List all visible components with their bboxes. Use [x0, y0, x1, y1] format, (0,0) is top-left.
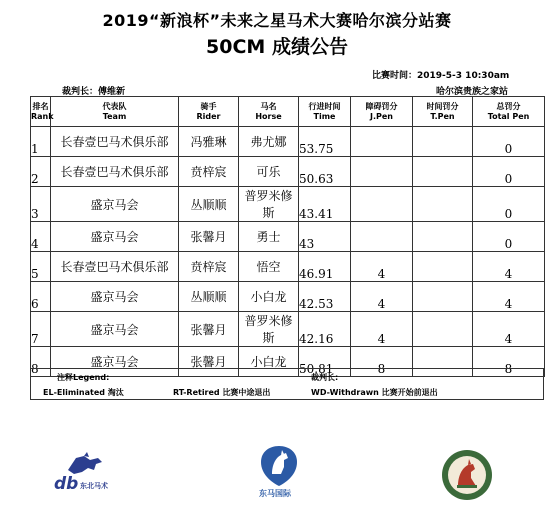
table-row	[31, 282, 545, 312]
knight-emblem-icon	[440, 448, 494, 502]
cell-tpen	[413, 312, 473, 347]
cell-rank: 8	[31, 347, 51, 377]
cell-team: 长春壹巴马术俱乐部	[51, 157, 179, 187]
cell-rider: 丛顺顺	[179, 187, 239, 222]
cell-time: 46.91	[299, 252, 351, 282]
judge-name: 裁判长：傅维新	[62, 87, 126, 97]
cell-horse: 小白龙	[239, 347, 299, 377]
cell-rider: 贲梓宸	[179, 157, 239, 187]
column-header-jpen: 障碍罚分 J.Pen	[351, 97, 413, 127]
cell-jpen: 4	[351, 252, 413, 282]
cell-rank: 4	[31, 222, 51, 252]
cell-rider: 张馨月	[179, 312, 239, 347]
cell-tpen	[413, 187, 473, 222]
cell-jpen	[351, 187, 413, 222]
sponsor-logo-left	[54, 452, 118, 496]
cell-rank: 1	[31, 127, 51, 157]
cell-total: 0	[473, 157, 545, 187]
cell-time: 50.81	[299, 347, 351, 377]
cell-total: 0	[473, 222, 545, 252]
legend-retired: RT-Retired 比赛中途退出	[173, 388, 271, 397]
cell-rank: 3	[31, 187, 51, 222]
cell-time: 43.41	[299, 187, 351, 222]
cell-horse: 普罗米修斯	[239, 187, 299, 222]
cell-tpen	[413, 127, 473, 157]
cell-team: 盛京马会	[51, 222, 179, 252]
table-row	[31, 252, 545, 282]
legend-box	[30, 368, 544, 400]
column-header-tpen: 时间罚分 T.Pen	[413, 97, 473, 127]
match-time: 比赛时间：2019-5-3 10:30am	[372, 71, 510, 81]
cell-rank: 7	[31, 312, 51, 347]
page-title: 2019“新浪杯”未来之星马术大赛哈尔滨分站赛	[102, 11, 452, 30]
cell-time: 50.63	[299, 157, 351, 187]
cell-team: 盛京马会	[51, 187, 179, 222]
cell-rider: 张馨月	[179, 222, 239, 252]
horse-shield-icon	[255, 444, 303, 488]
column-header-time: 行进时间 Time	[299, 97, 351, 127]
sponsor-logo-center	[255, 444, 303, 502]
table-row	[31, 157, 545, 187]
cell-rank: 6	[31, 282, 51, 312]
table-row	[31, 222, 545, 252]
cell-horse: 可乐	[239, 157, 299, 187]
cell-horse: 小白龙	[239, 282, 299, 312]
cell-team: 长春壹巴马术俱乐部	[51, 127, 179, 157]
center-logo-caption: 东马国际	[259, 489, 291, 498]
cell-rider: 丛顺顺	[179, 282, 239, 312]
legend-judge-label: 裁判长:	[311, 373, 339, 382]
cell-rider: 张馨月	[179, 347, 239, 377]
column-header-horse: 马名 Horse	[239, 97, 299, 127]
cell-time: 42.53	[299, 282, 351, 312]
cell-rank: 2	[31, 157, 51, 187]
cell-rank: 5	[31, 252, 51, 282]
cell-tpen	[413, 157, 473, 187]
cell-team: 盛京马会	[51, 347, 179, 377]
cell-time: 42.16	[299, 312, 351, 347]
cell-jpen: 4	[351, 312, 413, 347]
cell-total: 0	[473, 127, 545, 157]
cell-time: 43	[299, 222, 351, 252]
table-row	[31, 312, 545, 347]
results-table	[30, 96, 545, 377]
cell-rider: 冯雅琳	[179, 127, 239, 157]
cell-horse: 悟空	[239, 252, 299, 282]
sponsor-logo-right	[440, 448, 494, 502]
cell-horse: 勇士	[239, 222, 299, 252]
cell-team: 盛京马会	[51, 312, 179, 347]
cell-time: 53.75	[299, 127, 351, 157]
cell-horse: 普罗米修斯	[239, 312, 299, 347]
legend-withdrawn: WD-Withdrawn 比赛开始前退出	[311, 388, 438, 397]
cell-jpen	[351, 157, 413, 187]
cell-total: 4	[473, 252, 545, 282]
cell-tpen	[413, 252, 473, 282]
cell-team: 长春壹巴马术俱乐部	[51, 252, 179, 282]
column-header-team: 代表队 Team	[51, 97, 179, 127]
legend-note-label: 注释Legend:	[57, 373, 110, 382]
cell-jpen	[351, 127, 413, 157]
cell-total: 4	[473, 312, 545, 347]
page-subtitle: 50CM 成绩公告	[206, 36, 348, 58]
legend-eliminated: EL-Eliminated 淘汰	[43, 388, 124, 397]
cell-jpen: 4	[351, 282, 413, 312]
cell-jpen	[351, 222, 413, 252]
left-logo-letters: db	[54, 474, 79, 494]
cell-jpen: 8	[351, 347, 413, 377]
venue-name: 哈尔滨贵族之家站	[436, 87, 509, 97]
cell-tpen	[413, 282, 473, 312]
table-header	[31, 97, 545, 127]
cell-tpen	[413, 222, 473, 252]
cell-total: 8	[473, 347, 545, 377]
left-logo-caption: 东北马术	[80, 482, 108, 490]
cell-total: 4	[473, 282, 545, 312]
cell-horse: 弗尤娜	[239, 127, 299, 157]
column-header-total: 总罚分 Total Pen	[473, 97, 545, 127]
cell-total: 0	[473, 187, 545, 222]
table-row	[31, 187, 545, 222]
cell-rider: 贲梓宸	[179, 252, 239, 282]
cell-team: 盛京马会	[51, 282, 179, 312]
table-row	[31, 127, 545, 157]
column-header-rider: 骑手 Rider	[179, 97, 239, 127]
column-header-rank: 排名 Rank	[31, 97, 51, 127]
